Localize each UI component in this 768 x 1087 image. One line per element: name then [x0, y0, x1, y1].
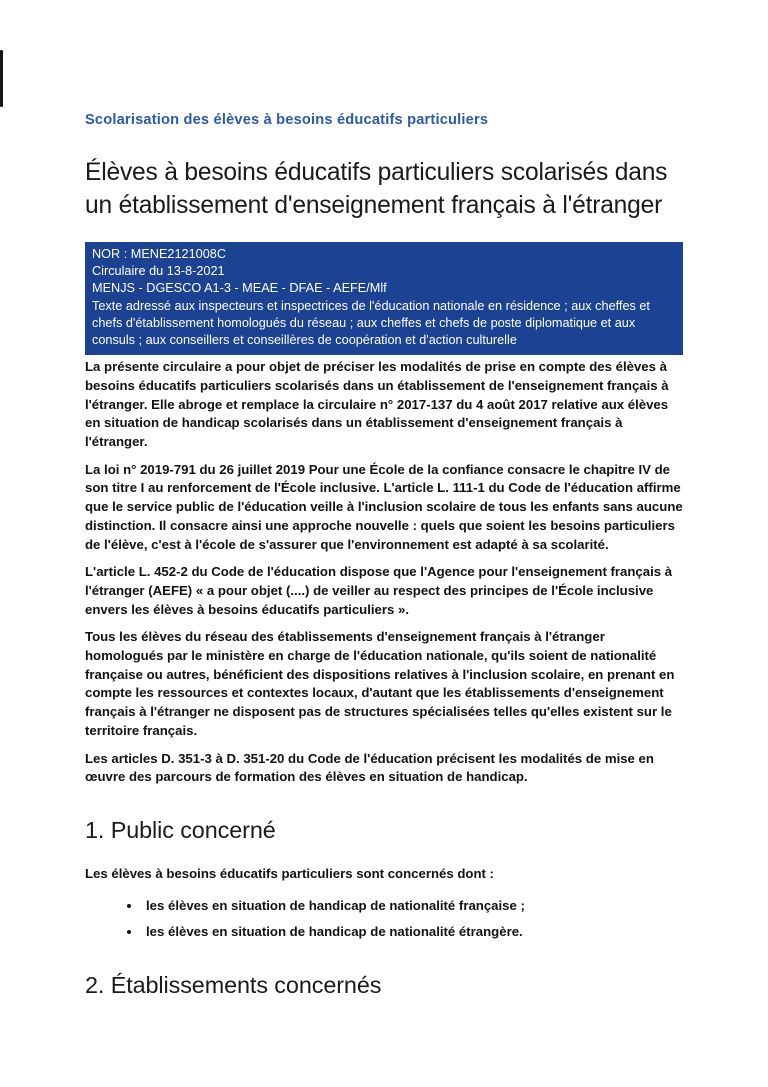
scan-smudge-artifact: [0, 50, 3, 107]
paragraph-intro-circular: La présente circulaire a pour objet de préciser les modalités de prise en compte des élèves à besoins éducatifs particuliers scolarisés dans un établissement de l'enseignement français à l'étranger. Elle abroge et remplace la circulaire n° 2017-137 du 4 août 2017 relative aux élèves en situation de handicap scolarisés dans un établissement d'enseignement français à l'étranger.: [85, 359, 669, 450]
section-heading-public-concerne: 1. Public concerné: [85, 816, 276, 843]
paragraph-articles-d351: Les articles D. 351-3 à D. 351-20 du Code de l'éducation précisent les modalités de mise en œuvre des parcours de formation des élèves en situation de handicap.: [85, 750, 654, 785]
info-date-line: Circulaire du 13-8-2021: [92, 264, 225, 279]
category-heading: Scolarisation des élèves à besoins éducatifs particuliers: [85, 112, 489, 128]
page-title: Élèves à besoins éducatifs particuliers scolarisés dans un établissement d'enseignement français à l'étranger: [85, 159, 668, 219]
paragraph-loi-2019: La loi n° 2019-791 du 26 juillet 2019 Pour une École de la confiance consacre le chapitre IV de son titre I au renforcement de l'École inclusive. L'article L. 111-1 du Code de l'éducation affirme que le service public de l'éducation veille à l'inclusion scolaire de tous les enfants sans aucune distinction. Il consacre ainsi une approche nouvelle : quels que soient les besoins particuliers de l'élève, c'est à l'école de s'assurer que l'environnement est adapté à sa scolarité.: [85, 461, 683, 552]
info-nor-line: NOR : MENE2121008C: [92, 247, 226, 261]
list-item-handicap-etrangere: • les élèves en situation de handicap de nationalité étrangère.: [142, 923, 683, 942]
circular-info-box: [85, 242, 683, 355]
info-recipients-line: Texte adressé aux inspecteurs et inspectrices de l'éducation nationale en résidence ; aux cheffes et chefs d'établissement homologués du réseau ; aux cheffes et chefs de poste diplomatique et aux consuls ; aux conseillers et conseillères de coopération et d'action culturelle: [92, 298, 650, 348]
info-origin-line: MENJS - DGESCO A1-3 - MEAE - DFAE - AEFE/Mlf: [92, 281, 387, 296]
page-content: [85, 0, 683, 999]
paragraph-article-452-2: L'article L. 452-2 du Code de l'éducation dispose que l'Agence pour l'enseignement français à l'étranger (AEFE) « a pour objet (....) de veiller au respect des principes de l'École inclusive envers les élèves à besoins éducatifs particuliers ».: [85, 564, 673, 617]
bullet-list: [85, 897, 683, 942]
section-heading-etablissements-concernes: 2. Établissements concernés: [85, 972, 382, 999]
list-item-handicap-francaise: • les élèves en situation de handicap de nationalité française ;: [142, 897, 683, 916]
paragraph-tous-les-eleves: Tous les élèves du réseau des établissements d'enseignement français à l'étranger homologués par le ministère en charge de l'éducation nationale, qu'ils soient de nationalité française ou autres, bénéficient des dispositions relatives à l'inclusion scolaire, en prenant en compte les ressources et contextes locaux, d'autant que les établissements d'enseignement français à l'étranger ne disposent pas de structures spécialisées telles qu'elles existent sur le territoire français.: [85, 629, 675, 738]
section-intro-public-concerne: Les élèves à besoins éducatifs particuliers sont concernés dont :: [85, 865, 494, 881]
body-paragraphs: [85, 358, 683, 787]
